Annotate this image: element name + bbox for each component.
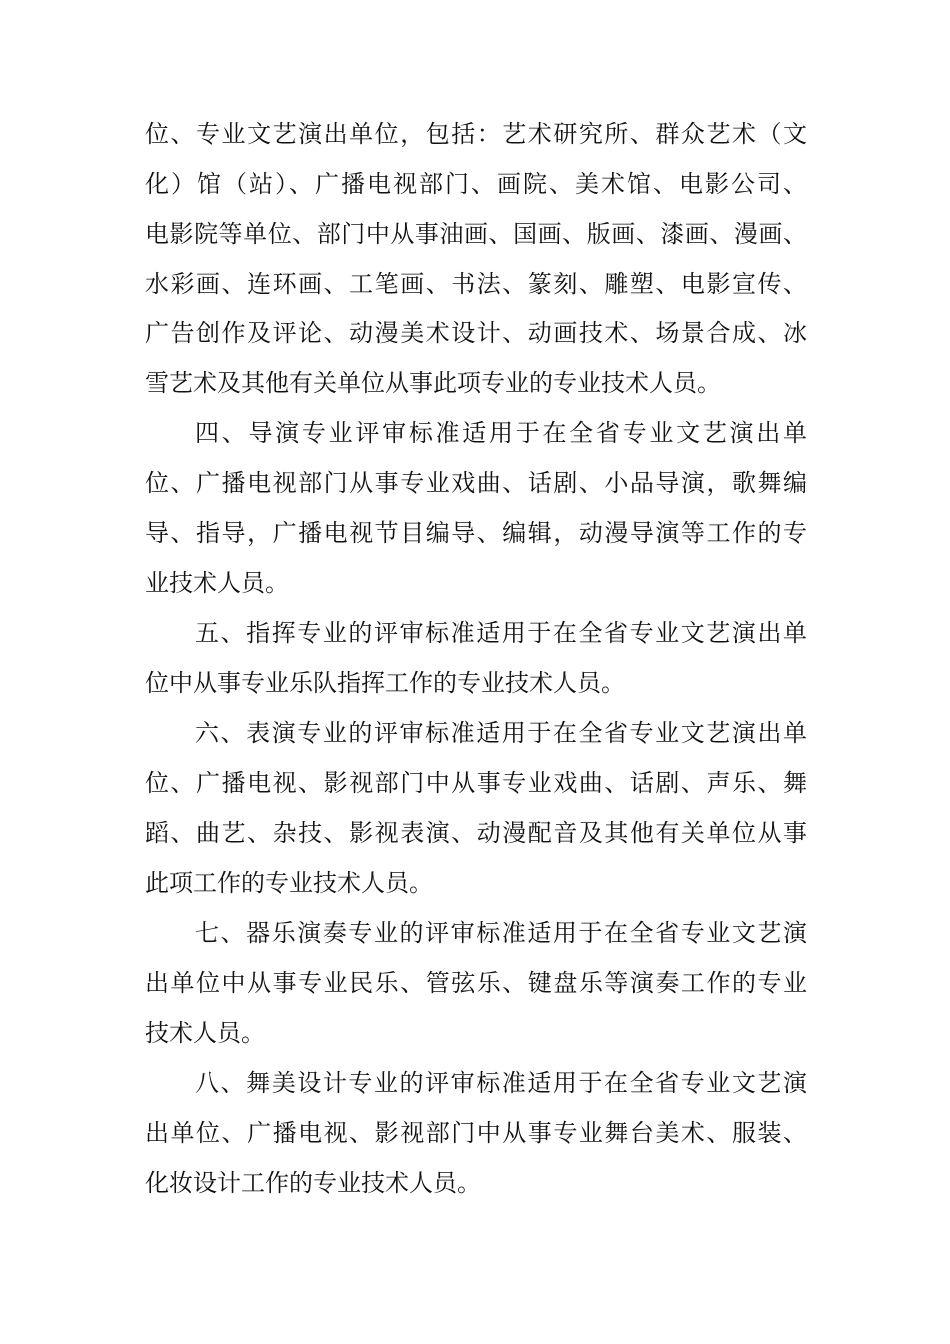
text-line: 雪艺术及其他有关单位从事此项专业的专业技术人员。 bbox=[145, 369, 721, 397]
text-line: 此项工作的专业技术人员。 bbox=[145, 869, 433, 897]
text-line: 水彩画、连环画、工笔画、书法、篆刻、雕塑、电影宣传、 bbox=[145, 270, 807, 298]
text-line: 电影院等单位、部门中从事油画、国画、版画、漆画、漫画、 bbox=[145, 220, 807, 248]
text-line: 业技术人员。 bbox=[145, 569, 289, 597]
text-line: 化）馆（站）、广播电视部门、画院、美术馆、电影公司、 bbox=[145, 170, 807, 198]
paragraph-first-line: 四、导演专业评审标准适用于在全省专业文艺演出单 bbox=[195, 419, 807, 447]
text-line: 技术人员。 bbox=[145, 1019, 265, 1047]
paragraph-first-line: 五、指挥专业的评审标准适用于在全省专业文艺演出单 bbox=[195, 619, 807, 647]
paragraph-first-line: 八、舞美设计专业的评审标准适用于在全省专业文艺演 bbox=[195, 1069, 807, 1097]
text-line: 位、专业文艺演出单位，包括：艺术研究所、群众艺术（文 bbox=[145, 120, 807, 148]
text-line: 导、指导，广播电视节目编导、编辑，动漫导演等工作的专 bbox=[145, 519, 807, 547]
text-line: 位、广播电视、影视部门中从事专业戏曲、话剧、声乐、舞 bbox=[145, 769, 807, 797]
text-line: 位中从事专业乐队指挥工作的专业技术人员。 bbox=[145, 669, 625, 697]
text-line: 出单位中从事专业民乐、管弦乐、键盘乐等演奏工作的专业 bbox=[145, 969, 807, 997]
text-line: 出单位、广播电视、影视部门中从事专业舞台美术、服装、 bbox=[145, 1119, 807, 1147]
text-line: 蹈、曲艺、杂技、影视表演、动漫配音及其他有关单位从事 bbox=[145, 819, 807, 847]
text-line: 广告创作及评论、动漫美术设计、动画技术、场景合成、冰 bbox=[145, 319, 807, 347]
paragraph-first-line: 六、表演专业的评审标准适用于在全省专业文艺演出单 bbox=[195, 719, 807, 747]
text-line: 位、广播电视部门从事专业戏曲、话剧、小品导演，歌舞编 bbox=[145, 469, 807, 497]
text-line: 化妆设计工作的专业技术人员。 bbox=[145, 1169, 481, 1197]
paragraph-first-line: 七、器乐演奏专业的评审标准适用于在全省专业文艺演 bbox=[195, 919, 807, 947]
